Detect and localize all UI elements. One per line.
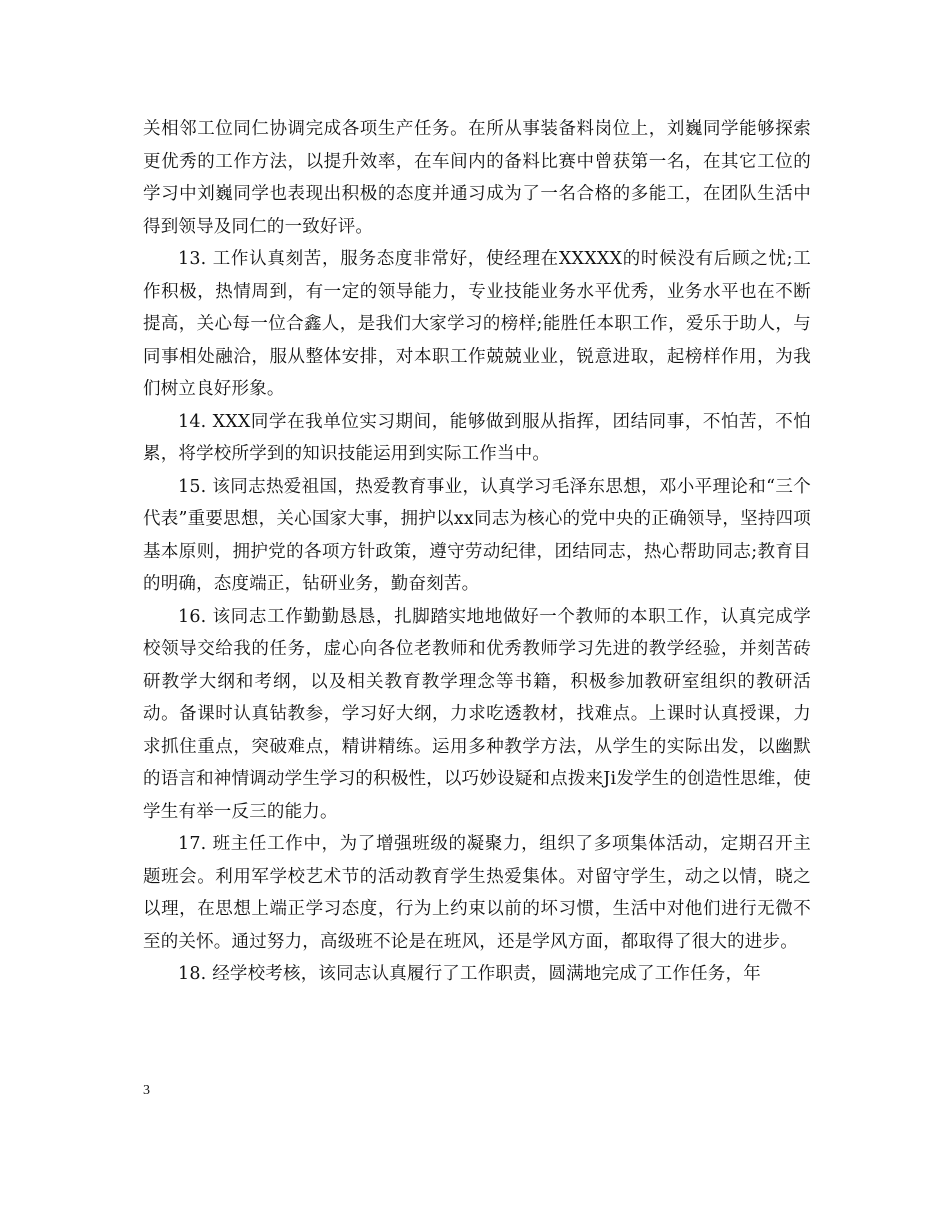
paragraph-item-17: 17. 班主任工作中，为了增强班级的凝聚力，组织了多项集体活动，定期召开主题班会。利用军学校艺术节的活动教育学生热爱集体。对留守学生，动之以情，晓之以理，在思想上端正学习态度，行为上约束以前的坏习惯，生活中对他们进行无微不至的关怀。通过努力，高级班不论是在班风，还是学风方面，都取得了很大的进步。 (143, 834, 811, 952)
paragraph-continuation: 关相邻工位同仁协调完成各项生产任务。在所从事装备料岗位上，刘巍同学能够探索更优秀的工作方法，以提升效率，在车间内的备料比赛中曾获第一名，在其它工位的学习中刘巍同学也表现出积极的态度并通习成为了一名合格的多能工，在团队生活中得到领导及同仁的一致好评。 (143, 119, 811, 237)
paragraph-item-18: 18. 经学校考核，该同志认真履行了工作职责，圆满地完成了工作任务，年 (178, 964, 761, 984)
paragraph-item-13: 13. 工作认真刻苦，服务态度非常好，使经理在XXXXX的时候没有后顾之忧;工作积极，热情周到，有一定的领导能力，专业技能业务水平优秀，业务水平也在不断提高，关心每一位合鑫人，是我们大家学习的榜样;能胜任本职工作，爱乐于助人，与同事相处融洽，服从整体安排，对本职工作兢兢业业，锐意进取，起榜样作用，为我们树立良好形象。 (143, 249, 811, 399)
paragraph-item-16: 16. 该同志工作勤勤恳恳，扎脚踏实地地做好一个教师的本职工作，认真完成学校领导交给我的任务，虚心向各位老教师和优秀教师学习先进的教学经验，并刻苦砖研教学大纲和考纲，以及相关教育教学理念等书籍，积极参加教研室组织的教研活动。备课时认真钻教参，学习好大纲，力求吃透教材，找难点。上课时认真授课，力求抓住重点，突破难点，精讲精练。运用多种教学方法，从学生的实际出发，以幽默的语言和神情调动学生学习的积极性，以巧妙设疑和点拨来Ji发学生的创造性思维，使学生有举一反三的能力。 (143, 606, 811, 822)
paragraph-item-15: 15. 该同志热爱祖国，热爱教育事业，认真学习毛泽东思想，邓小平理论和“三个代表”重要思想，关心国家大事，拥护以xx同志为核心的党中央的正确领导，坚持四项基本原则，拥护党的各项方针政策，遵守劳动纪律，团结同志，热心帮助同志;教育目的明确，态度端正，钻研业务，勤奋刻苦。 (143, 476, 811, 594)
paragraph-item-14: 14. XXX同学在我单位实习期间，能够做到服从指挥，团结同事，不怕苦，不怕累，将学校所学到的知识技能运用到实际工作当中。 (143, 411, 811, 464)
page-number: 3 (143, 1083, 150, 1098)
document-body (143, 113, 811, 991)
